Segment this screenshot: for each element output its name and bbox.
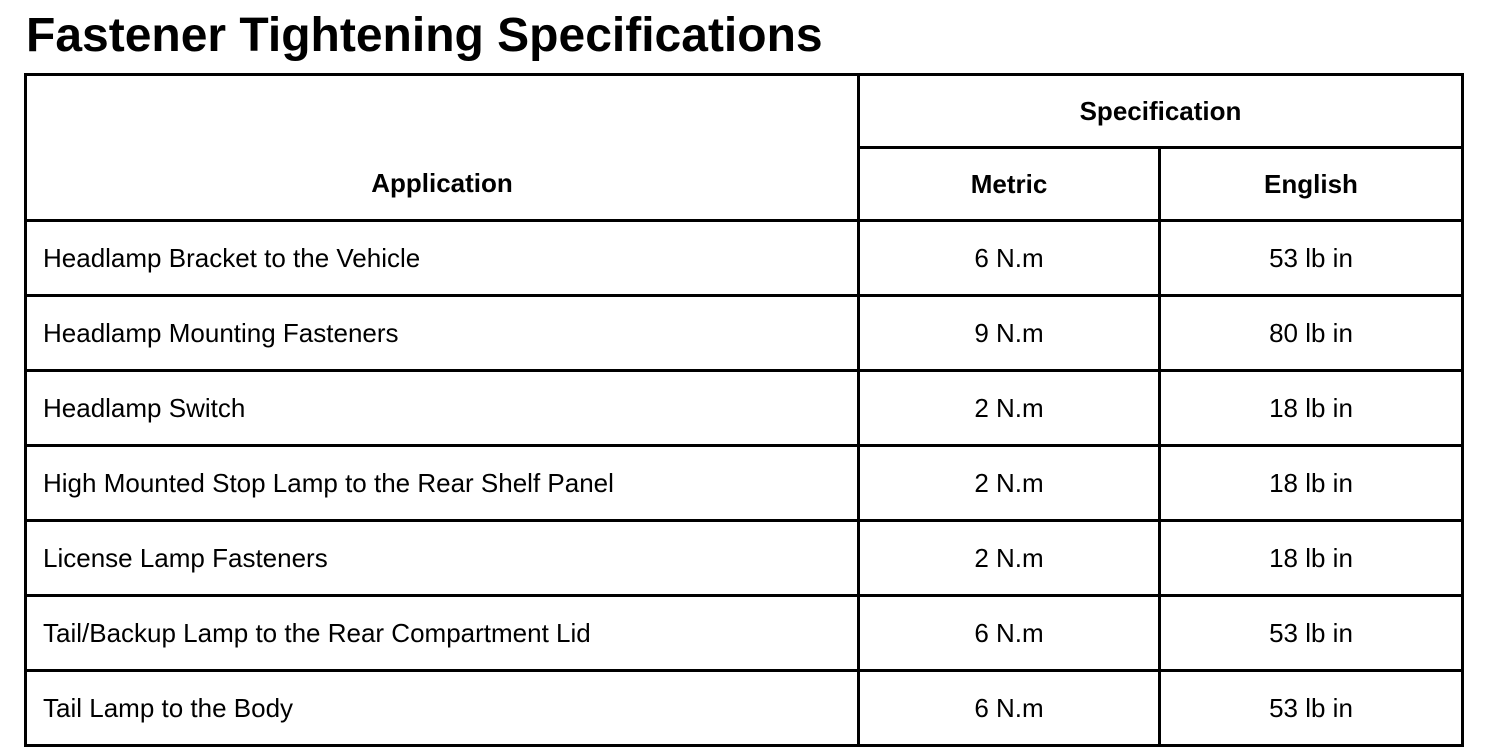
application-cell: Headlamp Mounting Fasteners [26,296,859,371]
application-cell: Tail Lamp to the Body [26,671,859,746]
english-column-header: English [1160,148,1463,221]
metric-cell: 6 N.m [859,596,1160,671]
english-cell: 18 lb in [1160,446,1463,521]
fastener-spec-table [24,73,1464,747]
metric-cell: 2 N.m [859,521,1160,596]
english-cell: 80 lb in [1160,296,1463,371]
application-cell: License Lamp Fasteners [26,521,859,596]
metric-cell: 2 N.m [859,446,1160,521]
table-row [26,596,1463,671]
metric-cell: 6 N.m [859,671,1160,746]
table-row [26,371,1463,446]
table-row [26,221,1463,296]
application-cell: Tail/Backup Lamp to the Rear Compartment Lid [26,596,859,671]
specification-group-header: Specification [859,75,1463,148]
english-cell: 53 lb in [1160,221,1463,296]
metric-cell: 9 N.m [859,296,1160,371]
english-cell: 53 lb in [1160,596,1463,671]
table-row [26,671,1463,746]
metric-cell: 2 N.m [859,371,1160,446]
table-row [26,296,1463,371]
metric-column-header: Metric [859,148,1160,221]
english-cell: 18 lb in [1160,521,1463,596]
application-cell: Headlamp Bracket to the Vehicle [26,221,859,296]
table-row [26,521,1463,596]
metric-cell: 6 N.m [859,221,1160,296]
application-cell: Headlamp Switch [26,371,859,446]
application-column-header: Application [26,75,859,221]
header-row-top [26,75,1463,148]
table-header [26,75,1463,221]
english-cell: 18 lb in [1160,371,1463,446]
english-cell: 53 lb in [1160,671,1463,746]
table-body [26,221,1463,746]
table-row [26,446,1463,521]
application-cell: High Mounted Stop Lamp to the Rear Shelf Panel [26,446,859,521]
page-title: Fastener Tightening Specifications [26,9,823,62]
